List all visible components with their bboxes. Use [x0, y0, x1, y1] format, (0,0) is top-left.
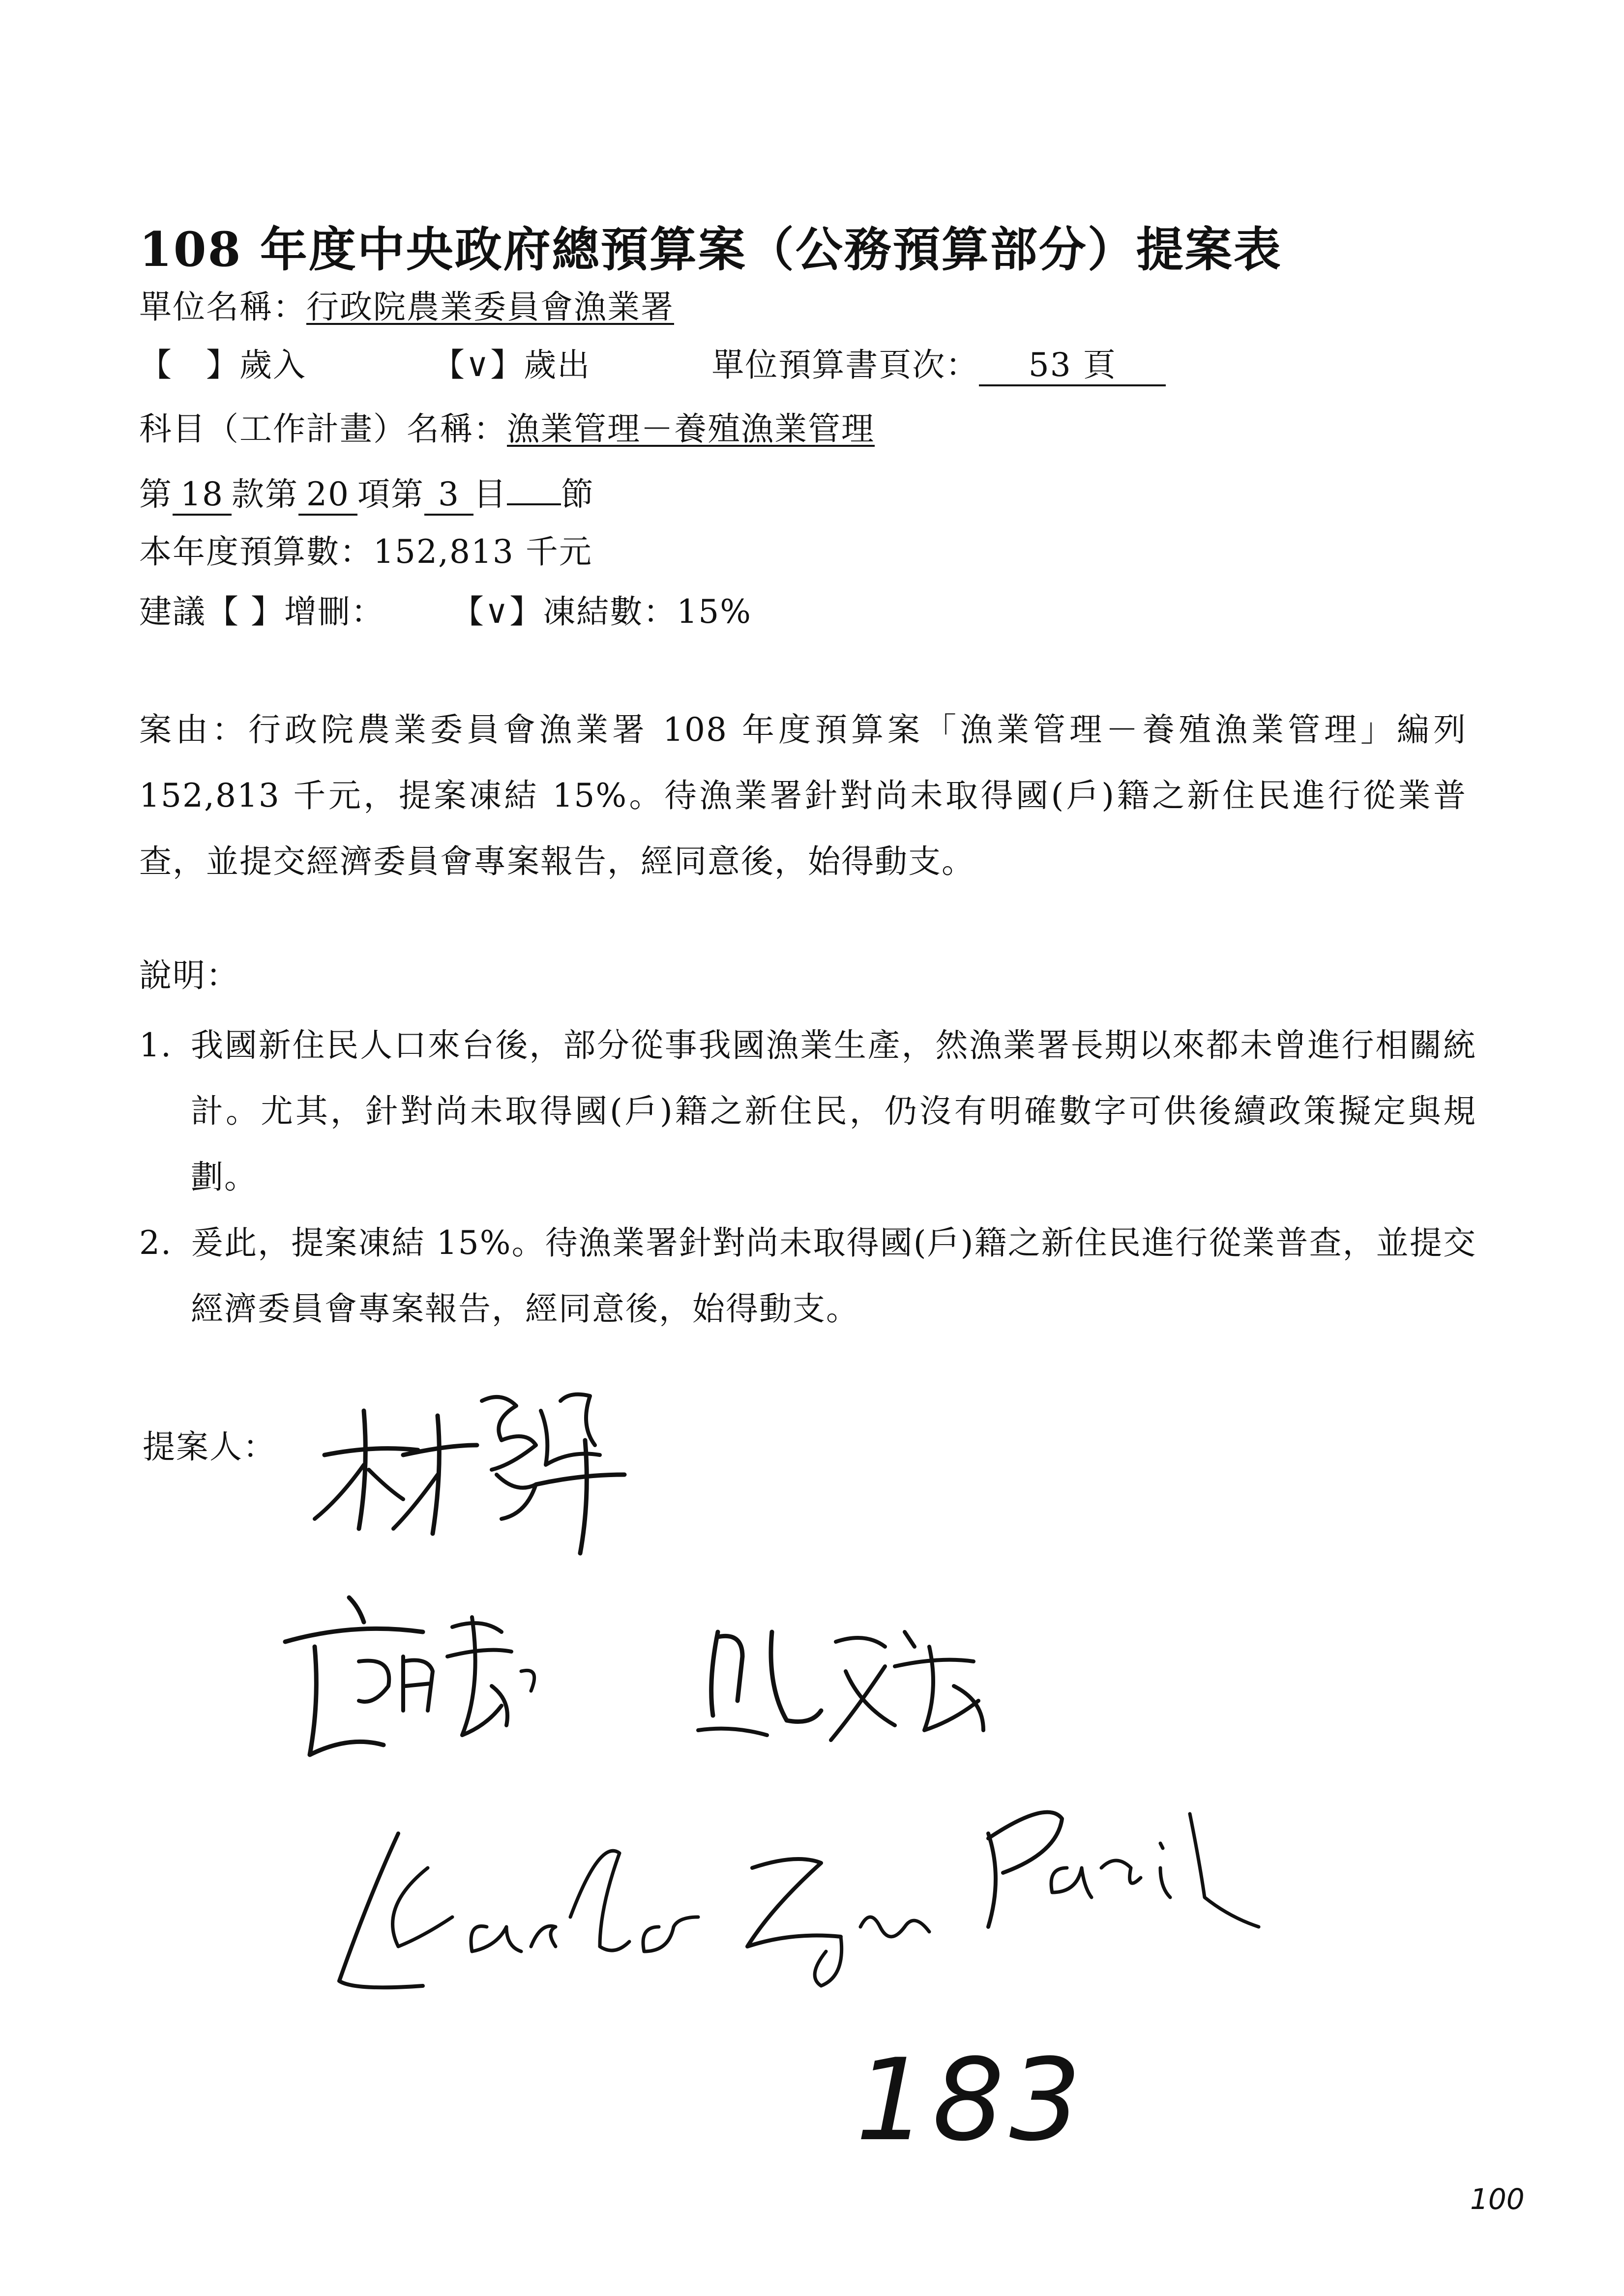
subject-line: [139, 407, 875, 451]
signature-2: [275, 1588, 580, 1765]
suggestion-label: 建議: [139, 593, 206, 631]
explanation-heading: 說明：: [139, 957, 239, 994]
subject-label: 科目（工作計畫）名稱：: [139, 410, 507, 448]
explanation-list: [139, 1013, 1476, 1342]
unit-label: 單位名稱：: [139, 288, 306, 326]
revenue-label: 歲入: [239, 346, 306, 384]
handwritten-page-number: 183: [856, 2035, 1086, 2166]
budget-label: 本年度預算數：: [139, 533, 373, 571]
budget-value: 152,813 千元: [373, 533, 592, 571]
section-text-jie: 節: [561, 475, 594, 513]
unit-value: 行政院農業委員會漁業署: [306, 288, 674, 326]
signature-4: [325, 1770, 1288, 1996]
addcut-checkbox: 【 】: [206, 593, 284, 631]
budget-line: [139, 530, 592, 574]
section-jie: [507, 467, 561, 505]
explanation-item-1: [139, 1013, 1476, 1210]
corner-page-number: 100: [1470, 2182, 1525, 2216]
section-mu: 3: [424, 477, 473, 516]
freeze-checkbox: 【∨】: [451, 593, 543, 631]
signature-3: [688, 1602, 1003, 1760]
addcut-label: 增刪：: [284, 593, 384, 631]
explanation-item-2: [139, 1210, 1476, 1342]
revenue-checkbox: 【 】: [139, 346, 239, 384]
item-number: 2.: [139, 1224, 172, 1262]
section-text-mu: 目: [473, 475, 507, 513]
freeze-value: 15%: [677, 593, 752, 631]
document-title: 108 年度中央政府總預算案（公務預算部分）提案表: [139, 222, 1282, 277]
unit-line: [139, 285, 674, 329]
section-kuan: 18: [173, 477, 232, 516]
suggestion-line: [139, 590, 752, 634]
section-line: [139, 467, 594, 517]
expenditure-checkbox: 【∨】: [432, 346, 524, 384]
signature-1: [305, 1371, 639, 1558]
subject-value: 漁業管理－養殖漁業管理: [507, 410, 875, 448]
section-text-di: 第: [139, 475, 173, 513]
freeze-label: 凍結數：: [543, 593, 677, 631]
item-number: 1.: [139, 1026, 172, 1064]
section-text-xiang: 項第: [357, 475, 424, 513]
page-ref-label: 單位預算書頁次：: [711, 346, 979, 384]
proposer-label: 提案人：: [143, 1428, 276, 1466]
item-text: 爰此，提案凍結 15%。待漁業署針對尚未取得國(戶)籍之新住民進行從業普查，並提交經濟委員會專案報告，經同意後，始得動支。: [191, 1224, 1476, 1328]
section-xiang: 20: [298, 477, 357, 516]
budget-type-line: [139, 343, 1166, 387]
section-text-kuan: 款第: [232, 475, 298, 513]
page-ref-value: 53 頁: [979, 348, 1166, 386]
case-paragraph: 案由：行政院農業委員會漁業署 108 年度預算案「漁業管理－養殖漁業管理」編列 152,813 千元，提案凍結 15%。待漁業署針對尚未取得國(戶)籍之新住民進行從業普查，並提交經濟委員會專案報告，經同意後，始得動支。: [139, 711, 1467, 880]
expenditure-label: 歲出: [524, 346, 591, 384]
item-text: 我國新住民人口來台後，部分從事我國漁業生產，然漁業署長期以來都未曾進行相關統計。尤其，針對尚未取得國(戶)籍之新住民，仍沒有明確數字可供後續政策擬定與規劃。: [191, 1026, 1476, 1196]
